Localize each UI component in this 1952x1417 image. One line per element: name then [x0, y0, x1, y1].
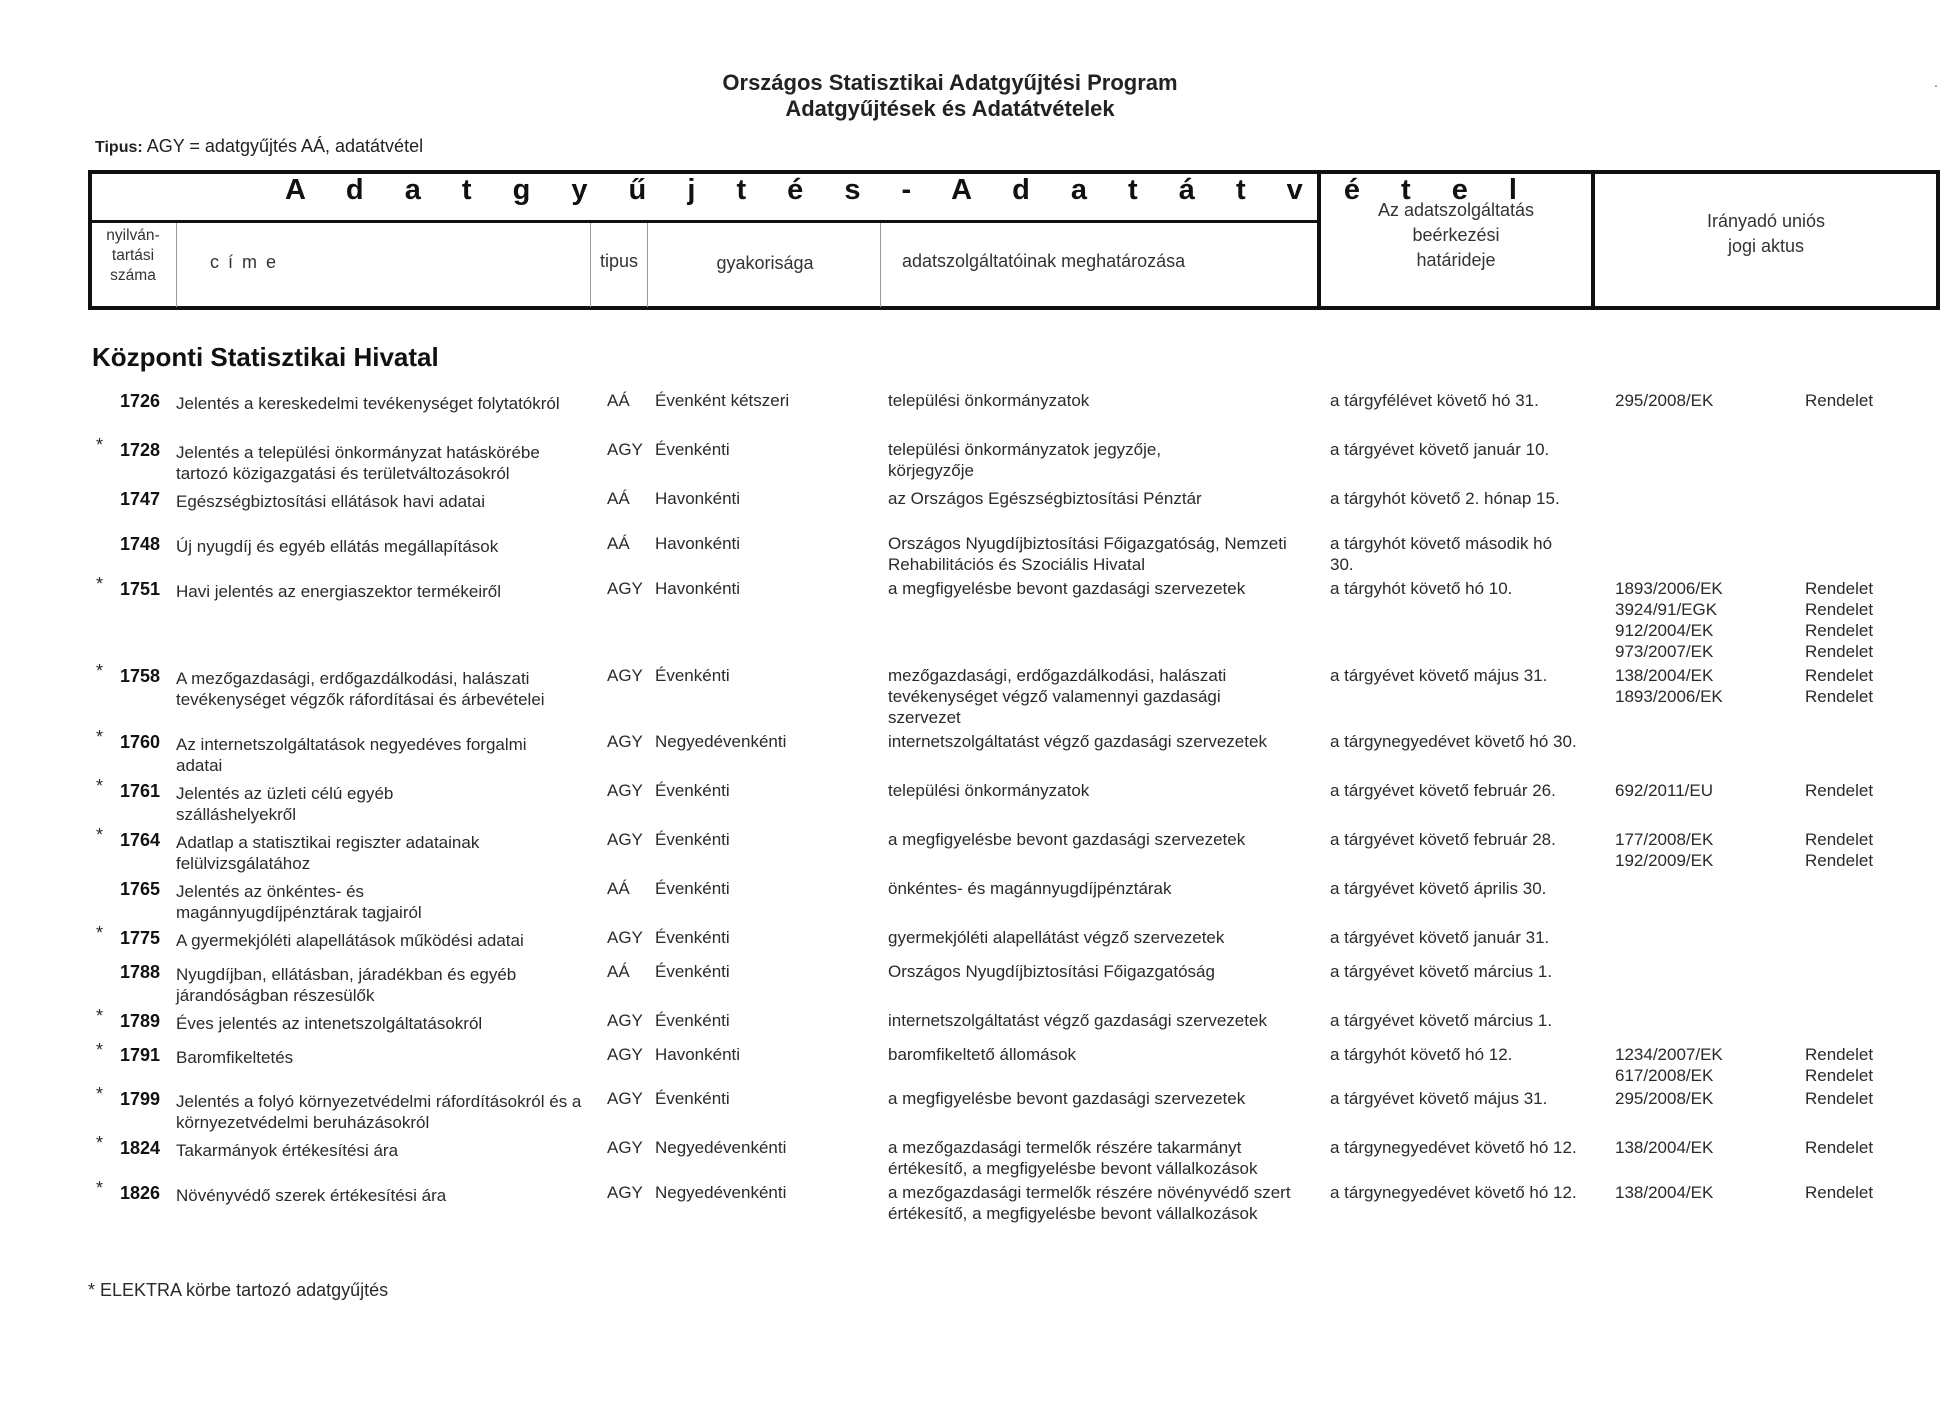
row-number: 1758: [119, 666, 160, 686]
row-eu-act-type: Rendelet: [1805, 391, 1874, 410]
row-number: 1760: [119, 732, 160, 752]
row-type: AÁ: [607, 489, 630, 508]
row-frequency: Évenkénti: [655, 1011, 730, 1030]
row-title: Jelentés a folyó környezetvédelmi ráfordításokról és a környezetvédelmi beruházásokról: [176, 1092, 582, 1132]
row-type: AGY: [607, 666, 643, 685]
row-providers: a mezőgazdasági termelők részére növényvédő szert értékesítő, a megfigyelésbe bevont vállalkozások: [888, 1183, 1291, 1223]
row-type: AGY: [607, 579, 643, 598]
row-providers: baromfikeltető állomások: [888, 1045, 1077, 1064]
row-title: Jelentés a települési önkormányzat hatáskörébe tartozó közigazgatási és területváltozásokról: [176, 443, 540, 483]
elektra-mark: *: [96, 776, 104, 796]
row-number: 1788: [119, 962, 160, 982]
row-title: Takarmányok értékesítési ára: [176, 1141, 399, 1160]
row-eu-act: 1234/2007/EK 617/2008/EK: [1615, 1045, 1723, 1085]
elektra-mark: *: [96, 825, 104, 845]
row-type: AGY: [607, 440, 643, 459]
row-providers: gyermekjóléti alapellátást végző szervezetek: [888, 928, 1225, 947]
elektra-mark: *: [96, 1133, 104, 1153]
row-deadline: a tárgyévet követő március 1.: [1330, 962, 1553, 981]
row-title: Az internetszolgáltatások negyedéves forgalmi adatai: [176, 735, 527, 775]
row-frequency: Negyedévenkénti: [655, 732, 787, 751]
row-frequency: Évenkénti: [655, 928, 730, 947]
row-type: AGY: [607, 830, 643, 849]
row-number: 1824: [119, 1138, 160, 1158]
row-providers: a megfigyelésbe bevont gazdasági szervezetek: [888, 830, 1246, 849]
row-title: Új nyugdíj és egyéb ellátás megállapítások: [176, 537, 499, 556]
elektra-mark: *: [96, 1084, 104, 1104]
row-type: AÁ: [607, 391, 630, 410]
elektra-mark: *: [96, 727, 104, 747]
row-number: 1775: [119, 928, 160, 948]
row-number: 1826: [119, 1183, 160, 1203]
row-number: 1764: [119, 830, 160, 850]
header-col-line-2: [590, 223, 591, 307]
elektra-mark: *: [96, 661, 104, 681]
header-col-line-1: [176, 223, 177, 307]
row-title: Éves jelentés az intenetszolgáltatásokról: [176, 1014, 483, 1033]
row-frequency: Negyedévenkénti: [655, 1138, 787, 1157]
row-title: Nyugdíjban, ellátásban, járadékban és egyéb járandóságban részesülők: [176, 965, 517, 1005]
page-title: Országos Statisztikai Adatgyűjtési Program: [722, 70, 1178, 95]
row-providers: internetszolgáltatást végző gazdasági szervezetek: [888, 732, 1267, 751]
row-number: 1799: [119, 1089, 160, 1109]
row-eu-act-type: Rendelet Rendelet: [1805, 666, 1874, 706]
row-type: AGY: [607, 1011, 643, 1030]
row-eu-act-type: Rendelet: [1805, 1183, 1874, 1202]
page-subtitle: Adatgyűjtések és Adatátvételek: [785, 96, 1115, 121]
row-eu-act: 138/2004/EK: [1615, 1183, 1714, 1202]
row-title: Jelentés az üzleti célú egyéb szálláshelyekről: [176, 784, 394, 824]
row-providers: Országos Nyugdíjbiztosítási Főigazgatóság, Nemzeti Rehabilitációs és Szociális Hivatal: [888, 534, 1287, 574]
col-hatarido-line2: beérkezési: [1412, 225, 1500, 245]
row-number: 1789: [119, 1011, 160, 1031]
row-deadline: a tárgyhót követő hó 10.: [1330, 579, 1513, 598]
row-frequency: Évenkénti: [655, 962, 730, 981]
row-number: 1728: [119, 440, 160, 460]
row-eu-act-type: Rendelet: [1805, 1089, 1874, 1108]
row-number: 1761: [119, 781, 160, 801]
corner-mark: .: [1934, 74, 1938, 90]
row-frequency: Negyedévenkénti: [655, 1183, 787, 1202]
elektra-mark: *: [96, 1040, 104, 1060]
row-number: 1765: [119, 879, 160, 899]
row-providers: települési önkormányzatok: [888, 391, 1090, 410]
row-type: AÁ: [607, 534, 630, 553]
col-nyilv-line1: nyilván-: [106, 227, 160, 244]
table-main-title: A d a t g y ű j t é s - A d a t á t v é t e l: [285, 174, 1534, 206]
col-cime-header: c í m e: [210, 252, 279, 272]
col-hatarido-line1: Az adatszolgáltatás: [1377, 200, 1535, 220]
tipus-text: AGY = adatgyűjtés AÁ, adatátvétel: [146, 136, 424, 156]
row-eu-act: 138/2004/EK 1893/2006/EK: [1615, 666, 1723, 706]
tipus-label: Tipus:: [95, 139, 143, 156]
row-deadline: a tárgyévet követő május 31.: [1330, 1089, 1548, 1108]
header-col-line-3: [647, 223, 648, 307]
col-jogi-header: [1596, 209, 1936, 259]
row-eu-act: 177/2008/EK 192/2009/EK: [1615, 830, 1714, 870]
col-nyilv-line2: tartási: [111, 247, 155, 264]
row-deadline: a tárgyévet követő január 10.: [1330, 440, 1550, 459]
elektra-mark: *: [96, 574, 104, 594]
row-number: 1791: [119, 1045, 160, 1065]
row-providers: települési önkormányzatok: [888, 781, 1090, 800]
row-providers: önkéntes- és magánnyugdíjpénztárak: [888, 879, 1172, 898]
row-type: AGY: [607, 1045, 643, 1064]
elektra-mark: *: [96, 1006, 104, 1026]
row-frequency: Évenkénti: [655, 830, 730, 849]
row-eu-act: 138/2004/EK: [1615, 1138, 1714, 1157]
row-deadline: a tárgyévet követő február 26.: [1330, 781, 1556, 800]
row-frequency: Évenkénti: [655, 781, 730, 800]
col-nyilv-line3: száma: [110, 267, 156, 284]
footnote: * ELEKTRA körbe tartozó adatgyűjtés: [88, 1280, 389, 1300]
col-jogi-line1: Irányadó uniós: [1706, 211, 1826, 231]
tipus-legend: [95, 136, 423, 157]
row-eu-act: 295/2008/EK: [1615, 1089, 1714, 1108]
row-deadline: a tárgyhót követő 2. hónap 15.: [1330, 489, 1560, 508]
row-title: Jelentés az önkéntes- és magánnyugdíjpénztárak tagjairól: [176, 882, 422, 922]
row-type: AGY: [607, 1183, 643, 1202]
row-type: AGY: [607, 781, 643, 800]
row-title: Egészségbiztosítási ellátások havi adatai: [176, 492, 486, 511]
elektra-mark: *: [96, 1178, 104, 1198]
row-title: Növényvédő szerek értékesítési ára: [176, 1186, 447, 1205]
elektra-mark: *: [96, 923, 104, 943]
col-hatarido-header: [1322, 198, 1590, 273]
col-nyilv-header: [92, 226, 174, 286]
row-frequency: Havonkénti: [655, 579, 741, 598]
row-title: Havi jelentés az energiaszektor termékeiről: [176, 582, 502, 601]
row-deadline: a tárgynegyedévet követő hó 30.: [1330, 732, 1577, 751]
row-title: A gyermekjóléti alapellátások működési adatai: [176, 931, 524, 950]
row-frequency: Havonkénti: [655, 534, 741, 553]
section-title: Központi Statisztikai Hivatal: [92, 342, 439, 372]
row-type: AÁ: [607, 962, 630, 981]
col-jogi-line2: jogi aktus: [1727, 236, 1805, 256]
row-number: 1726: [119, 391, 160, 411]
row-deadline: a tárgyévet követő január 31.: [1330, 928, 1550, 947]
row-title: Adatlap a statisztikai regiszter adatainak felülvizsgálatához: [176, 833, 480, 873]
row-type: AGY: [607, 732, 643, 751]
row-deadline: a tárgyévet követő február 28.: [1330, 830, 1556, 849]
row-title: Jelentés a kereskedelmi tevékenységet folytatókról: [176, 394, 560, 413]
row-frequency: Évenkénti: [655, 1089, 730, 1108]
row-providers: a megfigyelésbe bevont gazdasági szervezetek: [888, 579, 1246, 598]
row-frequency: Évenkénti: [655, 879, 730, 898]
row-providers: Országos Nyugdíjbiztosítási Főigazgatóság: [888, 962, 1215, 981]
row-eu-act: 295/2008/EK: [1615, 391, 1714, 410]
row-number: 1748: [119, 534, 160, 554]
row-providers: az Országos Egészségbiztosítási Pénztár: [888, 489, 1202, 508]
row-providers: internetszolgáltatást végző gazdasági szervezetek: [888, 1011, 1267, 1030]
col-adatszolg-header: adatszolgáltatóinak meghatározása: [902, 251, 1186, 271]
row-number: 1751: [119, 579, 160, 599]
row-deadline: a tárgyfélévet követő hó 31.: [1330, 391, 1539, 410]
row-deadline: a tárgyévet követő május 31.: [1330, 666, 1548, 685]
row-deadline: a tárgyévet követő március 1.: [1330, 1011, 1553, 1030]
header-divider-horizontal: [88, 220, 1320, 223]
col-hatarido-line3: határideje: [1416, 250, 1496, 270]
col-gyak-header: gyakorisága: [716, 253, 814, 273]
row-frequency: Havonkénti: [655, 489, 741, 508]
row-title: A mezőgazdasági, erdőgazdálkodási, halászati tevékenységet végzők ráfordításai és árbevételei: [176, 669, 545, 709]
row-frequency: Évenkénti: [655, 666, 730, 685]
row-title: Baromfikeltetés: [176, 1048, 294, 1067]
row-type: AGY: [607, 928, 643, 947]
row-eu-act: 1893/2006/EK 3924/91/EGK 912/2004/EK 973/2007/EK: [1615, 579, 1723, 661]
row-eu-act-type: Rendelet: [1805, 781, 1874, 800]
row-eu-act-type: Rendelet Rendelet: [1805, 1045, 1874, 1085]
row-deadline: a tárgynegyedévet követő hó 12.: [1330, 1138, 1577, 1157]
row-number: 1747: [119, 489, 160, 509]
row-providers: a megfigyelésbe bevont gazdasági szervezetek: [888, 1089, 1246, 1108]
header-divider-2: [1591, 170, 1595, 310]
row-eu-act-type: Rendelet Rendelet Rendelet Rendelet: [1805, 579, 1874, 661]
row-frequency: Évenkénti: [655, 440, 730, 459]
elektra-mark: *: [96, 435, 104, 455]
row-providers: a mezőgazdasági termelők részére takarmányt értékesítő, a megfigyelésbe bevont vállalkozások: [888, 1138, 1258, 1178]
row-deadline: a tárgyhót követő második hó 30.: [1330, 534, 1553, 574]
row-providers: települési önkormányzatok jegyzője, körjegyzője: [888, 440, 1162, 480]
row-type: AGY: [607, 1089, 643, 1108]
row-deadline: a tárgyhót követő hó 12.: [1330, 1045, 1513, 1064]
header-col-line-4: [880, 223, 881, 307]
row-deadline: a tárgyévet követő április 30.: [1330, 879, 1547, 898]
row-eu-act: 692/2011/EU: [1615, 781, 1713, 800]
row-type: AÁ: [607, 879, 630, 898]
row-eu-act-type: Rendelet: [1805, 1138, 1874, 1157]
row-deadline: a tárgynegyedévet követő hó 12.: [1330, 1183, 1577, 1202]
col-tipus-header: tipus: [599, 251, 639, 271]
row-type: AGY: [607, 1138, 643, 1157]
row-eu-act-type: Rendelet Rendelet: [1805, 830, 1874, 870]
row-frequency: Havonkénti: [655, 1045, 741, 1064]
row-providers: mezőgazdasági, erdőgazdálkodási, halászati tevékenységet végző valamennyi gazdasági szervezet: [888, 666, 1227, 727]
row-frequency: Évenként kétszeri: [655, 391, 790, 410]
